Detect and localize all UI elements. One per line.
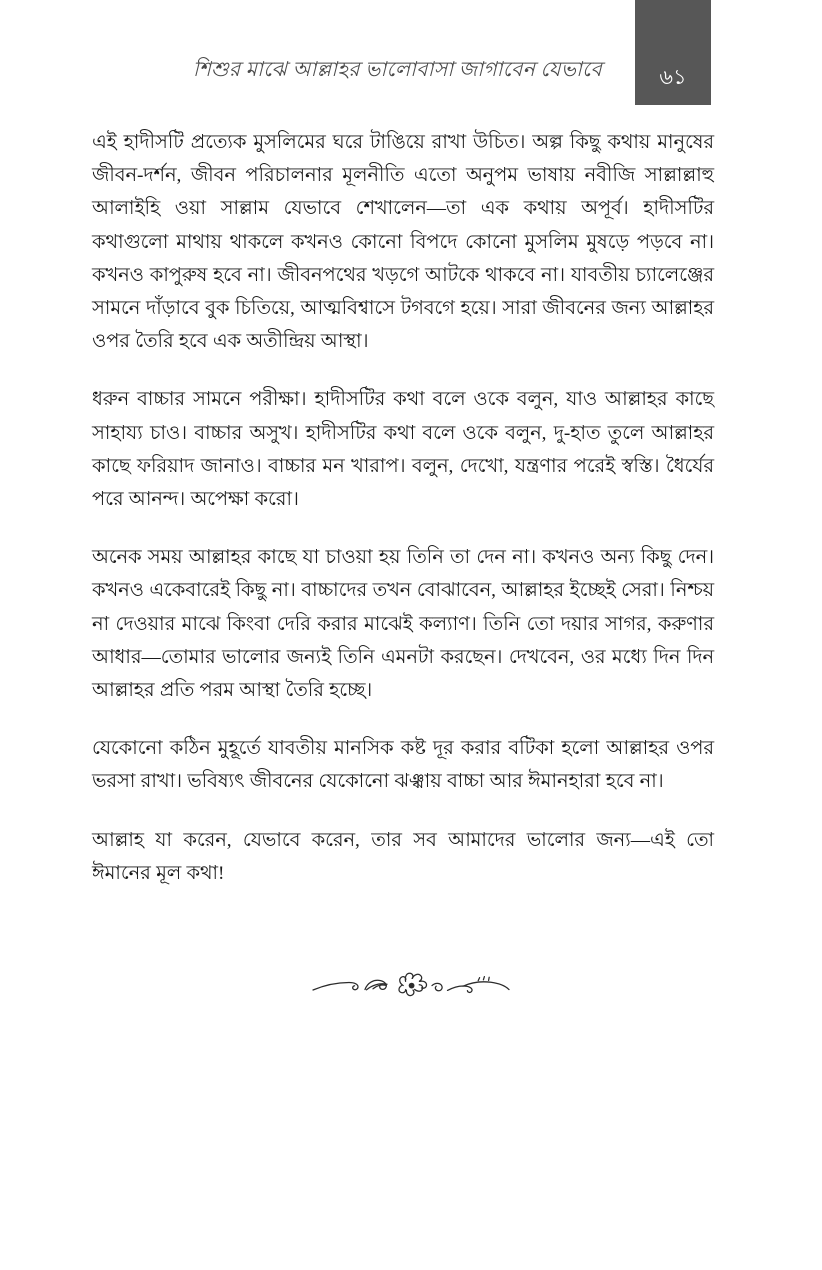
paragraph-4: যেকোনো কঠিন মুহূর্তে যাবতীয় মানসিক কষ্ট দূর করার বটিকা হলো আল্লাহর ওপর ভরসা রাখা। ভবিষ্যৎ জীবনের যেকোনো ঝঞ্ঝায় বাচ্চা আর ঈমানহারা হবে না। (92, 738, 714, 793)
body-text-column (92, 126, 714, 890)
page-number-block (635, 0, 711, 105)
paragraph-3: অনেক সময় আল্লাহর কাছে যা চাওয়া হয় তিনি তা দেন না। কখনও অন্য কিছু দেন। কখনও একেবারেই কিছু না। বাচ্চাদের তখন বোঝাবেন, আল্লাহর ইচ্ছেই সেরা। নিশ্চয় না দেওয়ার মাঝে কিংবা দেরি করার মাঝেই কল্যাণ। তিনি তো দয়ার সাগর, করুণার আধার—তোমার ভালোর জন্যই তিনি এমনটা করছেন। দেখবেন, ওর মধ্যে দিন দিন আল্লাহর প্রতি পরম আস্থা তৈরি হচ্ছে। (92, 547, 714, 702)
page-number: ৬১ (659, 65, 687, 89)
paragraph-2: ধরুন বাচ্চার সামনে পরীক্ষা। হাদীসটির কথা বলে ওকে বলুন, যাও আল্লাহর কাছে সাহায্য চাও। বাচ্চার অসুখ। হাদীসটির কথা বলে ওকে বলুন, দু-হাত তুলে আল্লাহর কাছে ফরিয়াদ জানাও। বাচ্চার মন খারাপ। বলুন, দেখো, যন্ত্রণার পরেই স্বস্তি। ধৈর্যের পরে আনন্দ। অপেক্ষা করো। (92, 389, 714, 511)
paragraph-5: আল্লাহ যা করেন, যেভাবে করেন, তার সব আমাদের ভালোর জন্য—এই তো ঈমানের মূল কথা! (92, 829, 714, 884)
floral-flourish-divider-icon (311, 954, 511, 1000)
section-divider (0, 950, 822, 1004)
paragraph-1: এই হাদীসটি প্রত্যেক মুসলিমের ঘরে টাঙিয়ে রাখা উচিত। অল্প কিছু কথায় মানুষের জীবন-দর্শন, জীবন পরিচালনার মূলনীতি এতো অনুপম ভাষায় নবীজি সাল্লাল্লাহু আলাইহি ওয়া সাল্লাম যেভাবে শেখালেন—তা এক কথায় অপূর্ব। হাদীসটির কথাগুলো মাথায় থাকলে কখনও কোনো বিপদে কোনো মুসলিম মুষড়ে পড়বে না। কখনও কাপুরুষ হবে না। জীবনপথের খড়গে আটকে থাকবে না। যাবতীয় চ্যালেঞ্জের সামনে দাঁড়াবে বুক চিতিয়ে, আত্মবিশ্বাসে টগবগে হয়ে। সারা জীবনের জন্য আল্লাহর ওপর তৈরি হবে এক অতীন্দ্রিয় আস্থা। (92, 132, 714, 353)
page-header (0, 0, 822, 108)
running-title: শিশুর মাঝে আল্লাহর ভালোবাসা জাগাবেন যেভাবে (192, 59, 602, 81)
